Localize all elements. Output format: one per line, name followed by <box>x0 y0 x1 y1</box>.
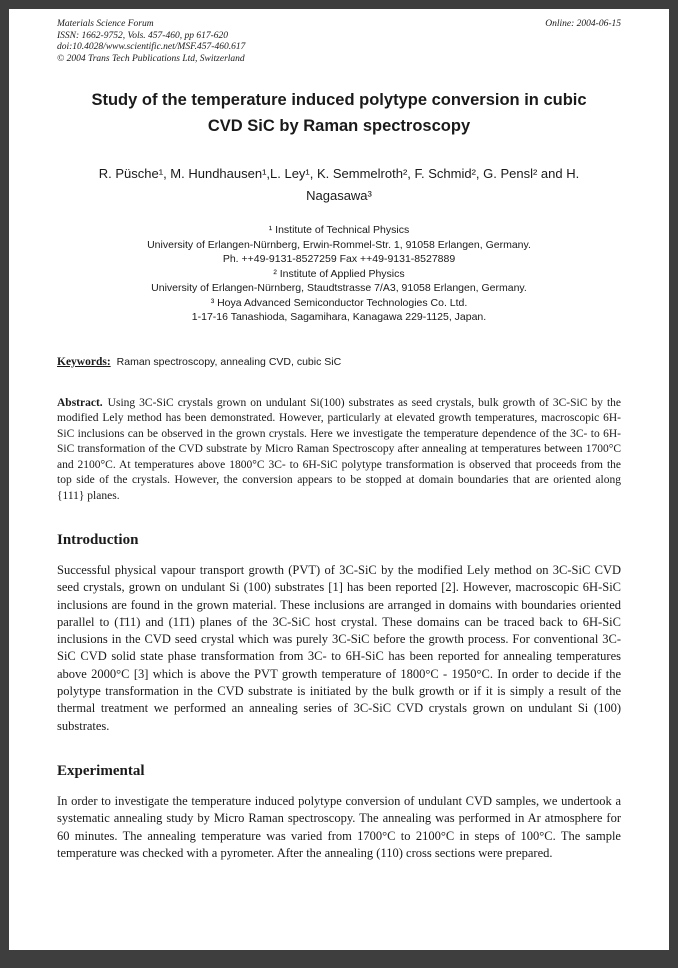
affiliations-block <box>57 223 621 325</box>
experimental-paragraph: In order to investigate the temperature induced polytype conversion of undulant CVD samples, we undertook a systematic annealing study by Micro Raman spectroscopy. The annealing was performed in Ar atmosphere for 60 minutes. The annealing temperature was varied from 1700°C to 2100°C in steps of 100°C. The sample temperature was checked with a pyrometer. After the annealing (110) cross sections were prepared. <box>57 793 621 860</box>
affiliation-line: University of Erlangen-Nürnberg, Staudtstrasse 7/A3, 91058 Erlangen, Germany. <box>151 282 527 294</box>
keywords-label: Keywords: <box>57 355 111 368</box>
affiliation-line: Ph. ++49-9131-8527259 Fax ++49-9131-8527889 <box>222 253 456 265</box>
journal-header-left <box>57 19 245 65</box>
online-date: Online: 2004-06-15 <box>545 19 621 29</box>
journal-name: Materials Science Forum <box>57 19 154 29</box>
affiliation-line: 1-17-16 Tanashioda, Sagamihara, Kanagawa 229-1125, Japan. <box>191 311 487 323</box>
section-heading-introduction: Introduction <box>57 532 139 548</box>
section-heading-experimental: Experimental <box>57 762 145 779</box>
doi-line: doi:10.4028/www.scientific.net/MSF.457-460.617 <box>57 42 246 52</box>
introduction-paragraph: Successful physical vapour transport growth (PVT) of 3C-SiC by the modified Lely method on 3C-SiC CVD seed crystals, grown on undulant Si (100) substrates [1] has been reported [2]. However, macroscopic 6H-SiC inclusions are found in the grown material. These inclusions are arranged in domains with boundaries oriented parallel to (1̄11) and (11̄1) planes of the 3C-SiC host crystal. These domains can be traced back to 6H-SiC inclusions in the CVD seed crystal which was purely 3C-SiC before the growth process. For conventional 3C-SiC CVD solid state phase transformation from 3C- to 6H-SiC has been reported for annealing temperatures above 2000°C [3] which is above the PVT growth temperature of 1800°C - 1950°C. In order to decide if the polytype transformation in the CVD substrate is initiated by the bulk growth or if it is simply a result of the thermal treatment we performed an annealing series of 3C-SiC CVD crystals grown on undulant Si (100) substrates. <box>57 563 621 733</box>
authors-line: R. Püsche¹, M. Hundhausen¹,L. Ley¹, K. Semmelroth², F. Schmid², G. Pensl² and H. Nagasawa³ <box>98 166 580 203</box>
abstract-label: Abstract. <box>57 396 103 409</box>
issn-line: ISSN: 1662-9752, Vols. 457-460, pp 617-620 <box>57 30 228 41</box>
abstract-paragraph <box>57 396 621 505</box>
paper-title: Study of the temperature induced polytype conversion in cubic CVD SiC by Raman spectroscopy <box>91 91 587 135</box>
journal-header <box>57 19 621 65</box>
affiliation-line: ¹ Institute of Technical Physics <box>268 224 410 236</box>
copyright-line: © 2004 Trans Tech Publications Ltd, Switzerland <box>57 53 245 64</box>
affiliation-line: University of Erlangen-Nürnberg, Erwin-Rommel-Str. 1, 91058 Erlangen, Germany. <box>147 238 531 251</box>
affiliation-line: ² Institute of Applied Physics <box>273 267 405 280</box>
paper-page <box>9 9 669 950</box>
keywords-line <box>57 355 621 370</box>
keywords-text: Raman spectroscopy, annealing CVD, cubic SiC <box>116 355 342 368</box>
affiliation-line: ³ Hoya Advanced Semiconductor Technologies Co. Ltd. <box>210 296 468 309</box>
abstract-text: Using 3C-SiC crystals grown on undulant Si(100) substrates as seed crystals, bulk growth of 3C-SiC by the modified Lely method has been demonstrated. However, particularly at elevated growth temperatures, macroscopic 6H-SiC inclusions can be observed in the grown crystals. Here we investigate the temperature dependence of the 3C- to 6H-SiC transformation of the CVD substrate by Micro Raman Spectroscopy after annealing at temperatures between 1700°C and 2100°C. At temperatures above 1800°C 3C- to 6H-SiC polytype transformation is observed that proceeds from the top side of the crystals. However, the conversion appears to be stopped at domain boundaries that are oriented along {111} planes. <box>57 396 621 502</box>
